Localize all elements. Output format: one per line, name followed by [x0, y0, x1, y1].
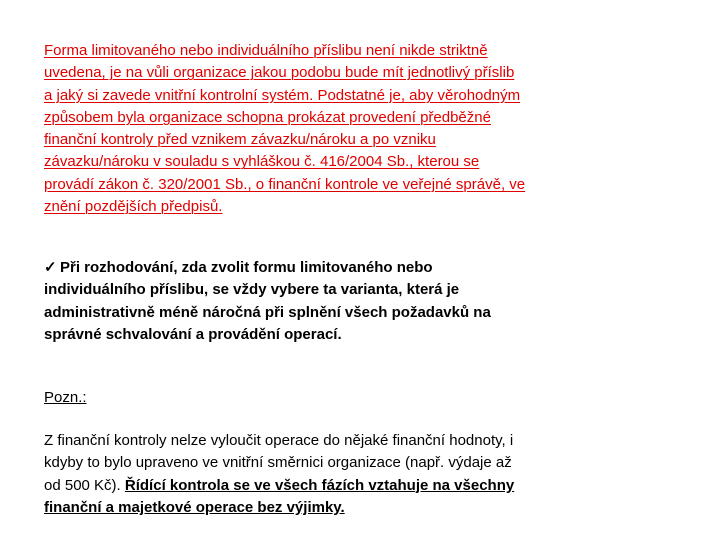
bold-paragraph-line: správné schvalování a provádění operací.: [44, 325, 342, 343]
note-heading: Pozn.:: [44, 389, 87, 406]
red-paragraph-line: závazku/nároku v souladu s vyhláškou č. 416/2004 Sb., kterou se: [44, 153, 480, 171]
note-emphasis-line: finanční a majetkové operace bez výjimky.: [44, 498, 345, 516]
red-paragraph-line: a jaký si zavede vnitřní kontrolní systém. Podstatné je, aby věrohodným: [44, 86, 521, 104]
check-icon: ✓: [44, 259, 57, 276]
bold-paragraph-line: administrativně méně náročná při splnění všech požadavků na: [44, 303, 491, 321]
note-paragraph-line: [44, 475, 634, 497]
bold-paragraph-text: Při rozhodování, zda zvolit formu limitovaného nebo: [60, 259, 433, 276]
bold-paragraph-line: [44, 257, 634, 279]
bold-paragraph: [44, 257, 634, 346]
note-plain-text: od 500 Kč).: [44, 476, 125, 494]
red-paragraph-line: znění pozdějších předpisů.: [44, 198, 223, 216]
bold-paragraph-line: individuálního příslibu, se vždy vybere ta varianta, která je: [44, 281, 460, 299]
red-paragraph-line: finanční kontroly před vznikem závazku/nároku a po vzniku: [44, 131, 436, 149]
red-paragraph-line: provádí zákon č. 320/2001 Sb., o finanční kontrole ve veřejné správě, ve: [44, 175, 526, 193]
red-paragraph-line: uvedena, je na vůli organizace jakou podobu bude mít jednotlivý příslib: [44, 64, 515, 82]
red-paragraph-line: způsobem byla organizace schopna prokázat provedení předběžné: [44, 108, 491, 126]
note-paragraph-line: kdyby to bylo upraveno ve vnitřní směrnici organizace (např. výdaje až: [44, 454, 512, 472]
red-paragraph: [44, 40, 634, 218]
note-paragraph: [44, 430, 634, 519]
note-paragraph-line: Z finanční kontroly nelze vyloučit operace do nějaké finanční hodnoty, i: [44, 432, 514, 449]
red-paragraph-line: Forma limitovaného nebo individuálního příslibu není nikde striktně: [44, 42, 488, 59]
note-emphasis-text: Řídící kontrola se ve všech fázích vztahuje na všechny: [124, 476, 515, 494]
